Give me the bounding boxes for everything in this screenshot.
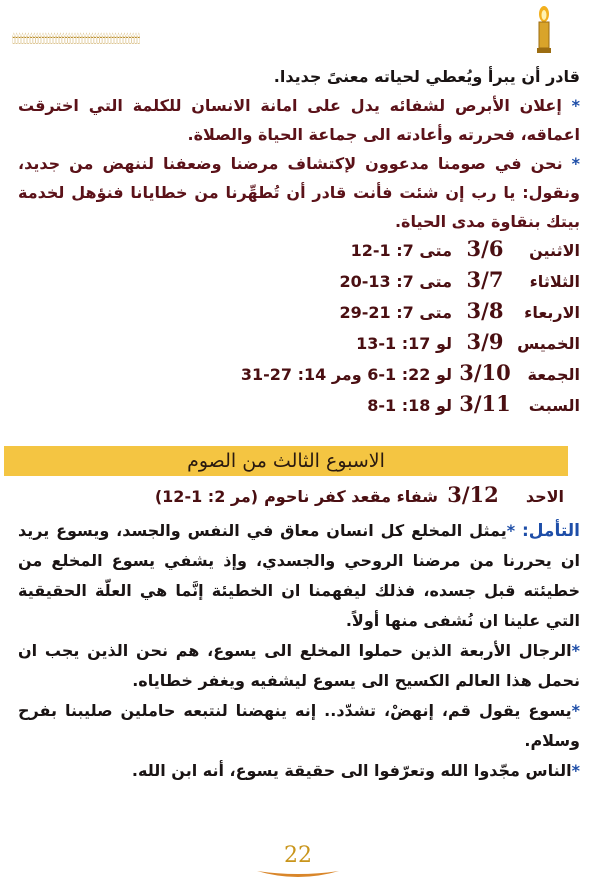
- sunday-title: شفاء مقعد كفر ناحوم: [264, 487, 438, 506]
- list-item: *الرجال الأربعة الذين حملوا المخلع الى يسوع، هم نحن الذين يجب ان نحمل هذا العالم الكسيح الى يسوع ليشفيه ويغفر خطاياه.: [18, 641, 580, 690]
- page-number: [263, 843, 333, 873]
- schedule-date: 3/6: [466, 236, 504, 261]
- page-body-bottom: [18, 516, 580, 786]
- list-item: *الناس مجّدوا الله وتعرّفوا الى حقيقة يسوع، أنه ابن الله.: [131, 761, 580, 780]
- sunday-date: 3/12: [447, 482, 499, 507]
- sunday-reference: (مر 2: 1-12): [154, 487, 259, 506]
- schedule-date: 3/7: [466, 267, 504, 292]
- schedule-reference: متى 7: 21-29: [339, 303, 452, 322]
- asterisk-icon: *: [571, 641, 580, 660]
- schedule-row: [18, 391, 580, 422]
- sunday-reading: [155, 482, 564, 507]
- sunday-day: الاحد: [525, 487, 564, 506]
- asterisk-icon: *: [506, 521, 516, 540]
- schedule-day: الثلاثاء: [529, 272, 580, 291]
- list-item: * إعلان الأبرص لشفائه يدل على امانة الانسان للكلمة التي اخترقت اعماقه، فحررته وأعادته الى جماعة الحياة والصلاة.: [18, 96, 580, 144]
- asterisk-icon: *: [571, 761, 580, 780]
- schedule-reference: متى 7: 13-20: [339, 272, 452, 291]
- schedule-date: 3/10: [459, 360, 511, 385]
- schedule-reference: لو 18: 1-8: [367, 396, 452, 415]
- schedule-date: 3/9: [466, 329, 504, 354]
- schedule-day: الجمعة: [527, 365, 580, 384]
- schedule-row: [18, 267, 580, 298]
- oil-lamp-icon: [535, 4, 553, 56]
- week-title-banner: الاسبوع الثالث من الصوم: [4, 446, 568, 476]
- schedule-row: [18, 329, 580, 360]
- schedule-row: [18, 360, 580, 391]
- schedule-day: السبت: [528, 396, 580, 415]
- schedule-row: [18, 298, 580, 329]
- schedule-day: الاثنين: [529, 241, 580, 260]
- page-number-text: 22: [284, 843, 312, 868]
- meditation-label: التأمل:: [521, 521, 580, 541]
- schedule-reference: لو 17: 1-13: [356, 334, 452, 353]
- reading-schedule: [18, 236, 580, 422]
- asterisk-icon: *: [571, 701, 580, 720]
- schedule-reference: متى 7: 1-12: [350, 241, 452, 260]
- schedule-reference: لو 22: 1-6 ومر 14: 27-31: [240, 365, 452, 384]
- page-body-top: [18, 62, 580, 422]
- candle-border: [12, 30, 534, 48]
- schedule-day: الخميس: [517, 334, 580, 353]
- schedule-date: 3/8: [466, 298, 504, 323]
- meditation-text: يمثل المخلع كل انسان معاق في النفس والجسد، ويسوع يريد ان يحررنا من مرضنا الروحي والجسدي، وإذ يشفي يسوع المخلع من خطيئته قبل جسده، فذلك ليفهمنا ان الخطيئة إنَّما هي العلّة الحقيقية التي علينا ان نُشفى منها أولاً.: [18, 521, 580, 630]
- asterisk-icon: *: [561, 96, 580, 115]
- meditation-paragraph: [18, 516, 580, 636]
- schedule-date: 3/11: [459, 391, 511, 416]
- candle-icon: 🕯🕯🕯🕯🕯🕯🕯🕯🕯🕯🕯🕯🕯🕯🕯🕯🕯🕯🕯🕯🕯🕯🕯🕯🕯🕯🕯🕯🕯🕯🕯🕯🕯🕯🕯🕯🕯🕯🕯🕯🕯🕯🕯🕯: [12, 32, 140, 46]
- list-item: * نحن في صومنا مدعوون لإكتشاف مرضنا وضعفنا لننهض من جديد، ونقول: يا رب إن شئت فأنت قادر أن تُطهِّرنا من خطايانا فنؤهل لخدمة بيتك بنقاوة مدى الحياة.: [18, 154, 580, 231]
- list-item: *يسوع يقول قم، إنهضْ، تشدّد.. إنه ينهضنا لنتبعه حاملين صليبنا بفرح وسلام.: [18, 701, 580, 750]
- continuation-line: قادر أن يبرأ ويُعطي لحياته معنىً جديدا.: [273, 67, 580, 86]
- schedule-row: [18, 236, 580, 267]
- asterisk-icon: *: [562, 154, 580, 173]
- schedule-day: الاربعاء: [524, 303, 580, 322]
